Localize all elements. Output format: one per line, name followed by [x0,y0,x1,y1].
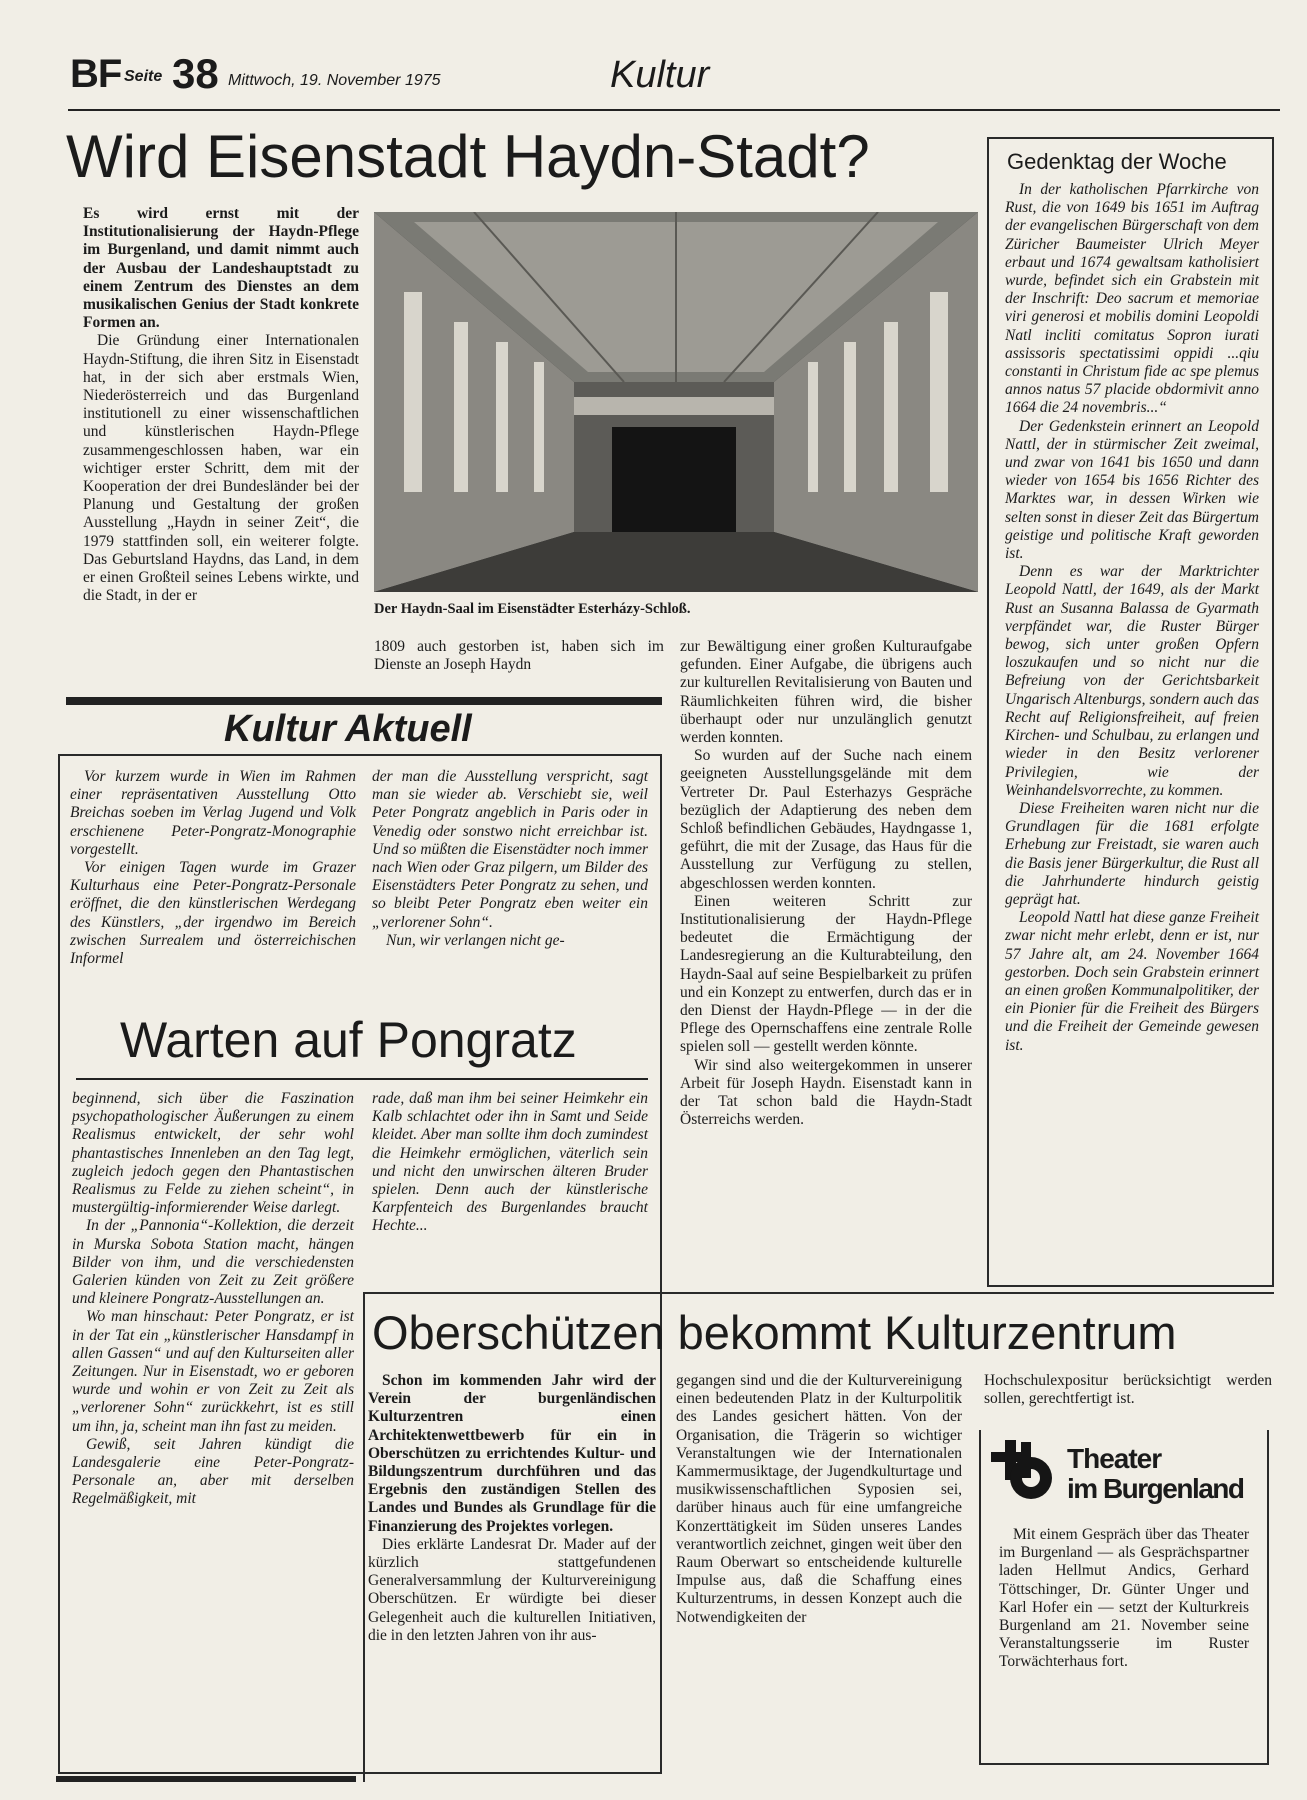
gedenktag-p3: Denn es war der Marktrichter Leopold Nattl, der 1649, als der Markt Rust an Susanna Balassa de Gyarmath verpfändet war, die Ruster Bürger bewog, sich unter großen Opfern loszukaufen und so nicht nur die Befreiung von der Gerichtsbarkeit Ungarisch Altenburgs, sondern auch das Recht auf Religionsfreiheit, auf freien Kirchen- und Schulbau, zu erlangen und wieder in den Besitz verlorener Privilegien, wie der Weinhandelsvorrechte, zu kommen. [1005,563,1259,799]
theater-logo [987,1438,1259,1508]
photo-caption: Der Haydn-Saal im Eisenstädter Esterházy-Schloß. [374,601,691,617]
pongratz-rule [76,1078,648,1080]
theater-logo-mark [987,1438,1059,1504]
gedenktag-p2: Der Gedenkstein erinnert an Leopold Nattl, der in stürmischer Zeit zweimal, und zwar von 1641 bis 1650 und dann wieder von 1654 bis 1656 Richter des Marktes war, in dessen Wirken wie selten sonst in dieser Zeit das Bürgertum geistige und politische Kraft geworden ist. [1005,417,1259,563]
main-c3-p3: Einen weiteren Schritt zur Institutionalisierung der Haydn-Pflege bedeutet die Ermächtigung der Landesregierung an die Kulturabteilung, den Haydn-Saal auf seine Bespielbarkeit zu prüfen und ein Konzept zu entwerfen, durch das er in den Dienst der Haydn-Pflege — in der die Pflege des Opernschaffens eine zentrale Rolle spielen soll — gestellt werden könnte. [680,892,972,1056]
theater-logo-line2: im Burgenland [1067,1473,1244,1504]
oberschuetzen-col1 [368,1372,656,1645]
theater-logo-line1: Theater [1067,1443,1162,1474]
gedenktag-title: Gedenktag der Woche [1007,149,1227,174]
main-c3-p1: zur Bewältigung einer großen Kulturaufgabe gefunden. Einer Aufgabe, die übrigens auch zur kulturellen Revitalisierung von Bauten und Räumlichkeiten führen wird, die bisher überhaupt oder nur unzulänglich genutzt werden konnten. [680,638,972,747]
oberschuetzen-lead: Schon im kommenden Jahr wird der Verein der burgenländischen Kulturzentren einen Architektenwettbewerb für ein in Oberschützen zu errichtendes Kultur- und Bildungszentrum durchführen und das Ergebnis den zuständigen Stellen des Landes und Bundes als Grundlage für die Finanzierung des Projektes vorlegen. [368,1372,656,1535]
pongratz-c1-p4: Gewiß, seit Jahren kündigt die Landesgalerie eine Peter-Pongratz-Personale an, aber mit derselben Regelmäßigkeit, mit [72,1435,354,1508]
issue-date: Mittwoch, 19. November 1975 [228,72,441,89]
kultur-aktuell-c2-p2: Nun, wir verlangen nicht ge- [386,931,565,949]
oberschuetzen-col3-text: Hochschulexpositur berücksichtigt werden sollen, gerechtfertigt ist. [984,1372,1272,1408]
main-lead: Es wird ernst mit der Institutionalisierung der Haydn-Pflege im Burgenland, und damit nimmt auch der Ausbau der Landeshauptstadt zu einem Zentrum des Dienstes an dem musikalischen Genius der Stadt konkrete Formen an. [83,205,359,332]
oberschuetzen-col2-text: gegangen sind und die der Kulturvereinigung einen bedeutenden Platz in der Kulturpolitik des Landes gesichert hätten. Von der Organisation, die Trägerin so wichtiger Veranstaltungen wie der Internationalen Kammermusiktage, der Jugendkulturtage und musikwissenschaftlichen Syposien sei, darüber hinaus auch für eine umfangreiche Konzerttätigkeit im Süden unseres Landes verantwortlich zeichnet, gingen weit über den Raum Oberwart so entscheidende kulturelle Impulse aus, daß die Schaffung eines Kulturzentrums, in dessen Konzept auch die Notwendigkeiten der [676,1372,962,1626]
masthead-rule [68,109,1280,111]
kultur-aktuell-c1-p1: Vor kurzem wurde in Wien im Rahmen einer repräsentativen Ausstellung Otto Breichas soeben im Verlag Jugend und Volk erschienene Peter-Pongratz-Monographie vorgestellt. [70,768,356,858]
gedenktag-p4: Diese Freiheiten waren nicht nur die Grundlagen für die 1681 erfolgte Erhebung zur Freistadt, sie waren auch die Basis jener Bürgerkultur, die Rust all die Jahrhunderte hindurch geistig geprägt hat. [1005,799,1259,908]
kultur-aktuell-rule [66,697,662,705]
main-p1-cont: 1809 auch gestorben ist, haben sich im Dienste an Joseph Haydn [374,638,664,674]
haydn-saal-photo [374,212,978,592]
gedenktag-p5: Leopold Nattl hat diese ganze Freiheit zwar nicht mehr erlebt, denn er ist, nur 57 Jahre alt, am 24. November 1664 gestorben. Doch sein Grabstein erinnert an einen großen Kommunalpolitiker, der ein Pionier für die Freiheit des Bürgers und die Freiheit der Gemeinde gewesen ist. [1005,909,1259,1054]
main-c3-p2: So wurden auf der Suche nach einem geeigneten Ausstellungsgelände mit dem Vertreter Dr. Paul Esterhazys Gespräche bezüglich der Adaptierung des neben dem Schloß befindlichen Gebäudes, Haydngasse 1, geführt, die mit der Zusage, das Haus für die Ausstellung zur Verfügung zu stellen, abgeschlossen werden konnten. [680,747,972,892]
kultur-aktuell-heading: Kultur Aktuell [224,708,472,750]
main-article-col2-cont [374,638,664,674]
page-number: 38 [172,50,219,97]
masthead-logo: BF [70,52,122,96]
theater-text: Mit einem Gespräch über das Theater im Burgenland — als Gesprächspartner laden Hellmut Andics, Gerhard Töttschinger, Dr. Günter Unger und Karl Hofer ein — setzt der Kulturkreis Burgenland am 21. November seine Veranstaltungsserie im Ruster Torwächterhaus fort. [999,1526,1249,1671]
pongratz-c2-p1: rade, daß man ihm bei seiner Heimkehr ein Kalb schlachtet oder ihn in Samt und Seide kleidet. Aber man sollte ihm doch zumindest die Heimkehr ermöglichen, väterlich sein und nicht den unwirschen älteren Bruder spielen. Denn auch der künstlerische Karpfenteich des Burgenlandes braucht Hechte... [372,1090,648,1235]
oberschuetzen-col3 [984,1372,1272,1408]
gedenktag-p1: In der katholischen Pfarrkirche von Rust, die von 1649 bis 1651 im Auftrag der evangelischen Bürgerschaft von dem Züricher Baumeister Ulrich Meyer erbaut und 1674 gewaltsam katholisiert wurde, befindet sich ein Grabstein mit der Inschrift: Deo sacrum et memoriae viri generosi et mobilis domini Leopoldi Natl incliti comitatus Sopron iurati assissoris spectatissimi oppidi ...qiu constanti in Christum fide ac spe plemus annos natus 57 placide obdormivit anno 1664 die 24 novembris...“ [1005,181,1259,417]
pongratz-headline: Warten auf Pongratz [120,1012,577,1068]
oberschuetzen-p1: Dies erklärte Landesrat Dr. Mader auf der kürzlich stattgefundenen Generalversammlung der Kulturvereinigung Oberschützen. Er würdigte bei dieser Gelegenheit auch die kulturellen Initiativen, die in den letzten Jahren von ihr aus- [368,1535,656,1644]
masthead [70,52,1280,102]
oberschuetzen-col2 [676,1372,962,1627]
theater-box [979,1430,1269,1765]
theater-text-block [999,1526,1249,1672]
kultur-aktuell-c1-p2: Vor einigen Tagen wurde im Grazer Kulturhaus eine Peter-Pongratz-Personale eröffnet, die den künstlerischen Werdegang des Künstlers, „der irgendwo im Bereich zwischen Surrealem und österreichischen Informel [70,859,356,968]
kultur-aktuell-col2 [372,768,648,950]
pongratz-col2 [372,1090,648,1236]
oberschuetzen-headline: Oberschützen bekommt Kulturzentrum [372,1306,1177,1359]
pongratz-c1-p1: beginnend, sich über die Faszination psychopathologischer Äußerungen zu einem Realismus entwickelt, der sehr wohl phantastisches Innenleben an den Tag legt, zugleich jedoch gegen den Phantastischen Realismus zu Felde zu ziehen scheint“, in mustergültig-informierender Weise darlegt. [72,1090,354,1217]
kultur-aktuell-col1 [70,768,356,968]
main-p1: Die Gründung einer Internationalen Haydn-Stiftung, die ihren Sitz in Eisenstadt hat, in der sich aber erstmals Wien, Niederösterreich und das Burgenland institutionell zu einer wissenschaftlichen und künstlerischen Haydn-Pflege zusammengeschlossen haben, war ein wichtiger erster Schritt, dem mit der Kooperation der drei Bundesländer bei der Planung und Gestaltung der großen Ausstellung „Haydn in seiner Zeit“, die 1979 stattfinden soll, ein weiterer folgte. Das Geburtsland Haydns, das Land, in dem er einen Großteil seines Lebens wirkte, und die Stadt, in der er [83,332,359,605]
pongratz-col1 [72,1090,354,1509]
pongratz-c1-p2: In der „Pannonia“-Kollektion, die derzeit in Murska Sobota Station macht, hängen Bilder von ihm, und die verschiedensten Galerien künden von Zeit zu Zeit größere und kleinere Pongratz-Ausstellungen an. [72,1217,354,1308]
main-headline: Wird Eisenstadt Haydn-Stadt? [66,123,870,190]
main-article-col3 [680,638,972,1129]
pongratz-c1-p3: Wo man hinschaut: Peter Pongratz, er ist in der Tat ein „künstlerischer Hansdampf in allen Gassen“ und auf den Kulturseiten aller Zeitungen. Nur in Eisenstadt, wo er geboren wurde und wohin er von Zeit zu Zeit als „verlorener Sohn“ zurückkehrt, ist es still um ihn, ja, scheint man ihn fast zu meiden. [72,1308,354,1435]
pongratz-bottom-rule [56,1776,356,1782]
section-title: Kultur [610,54,710,96]
main-c3-p4: Wir sind also weitergekommen in unserer Arbeit für Joseph Haydn. Eisenstadt kann in der Tat schon bald die Haydn-Stadt Österreichs werden. [680,1056,972,1129]
main-article-col1 [83,205,359,605]
kultur-aktuell-c2-p1: der man die Ausstellung verspricht, sagt man sie wieder ab. Verschiebt sie, weil Peter Pongratz angeblich in Paris oder in Venedig oder sonstwo nicht erreichbar ist. Und so müßten die Eisenstädter noch immer nach Wien oder Graz pilgern, um Bilder des Eisenstädters Peter Pongratz zu sehen, und so bleibt Peter Pongratz eben weiter ein „verlorener Sohn“. [372,768,648,931]
haydn-saal-photo-drawing [374,212,978,592]
gedenktag-text [1005,181,1259,1055]
gedenktag-box [987,137,1274,1287]
page-label: Seite [124,68,163,85]
